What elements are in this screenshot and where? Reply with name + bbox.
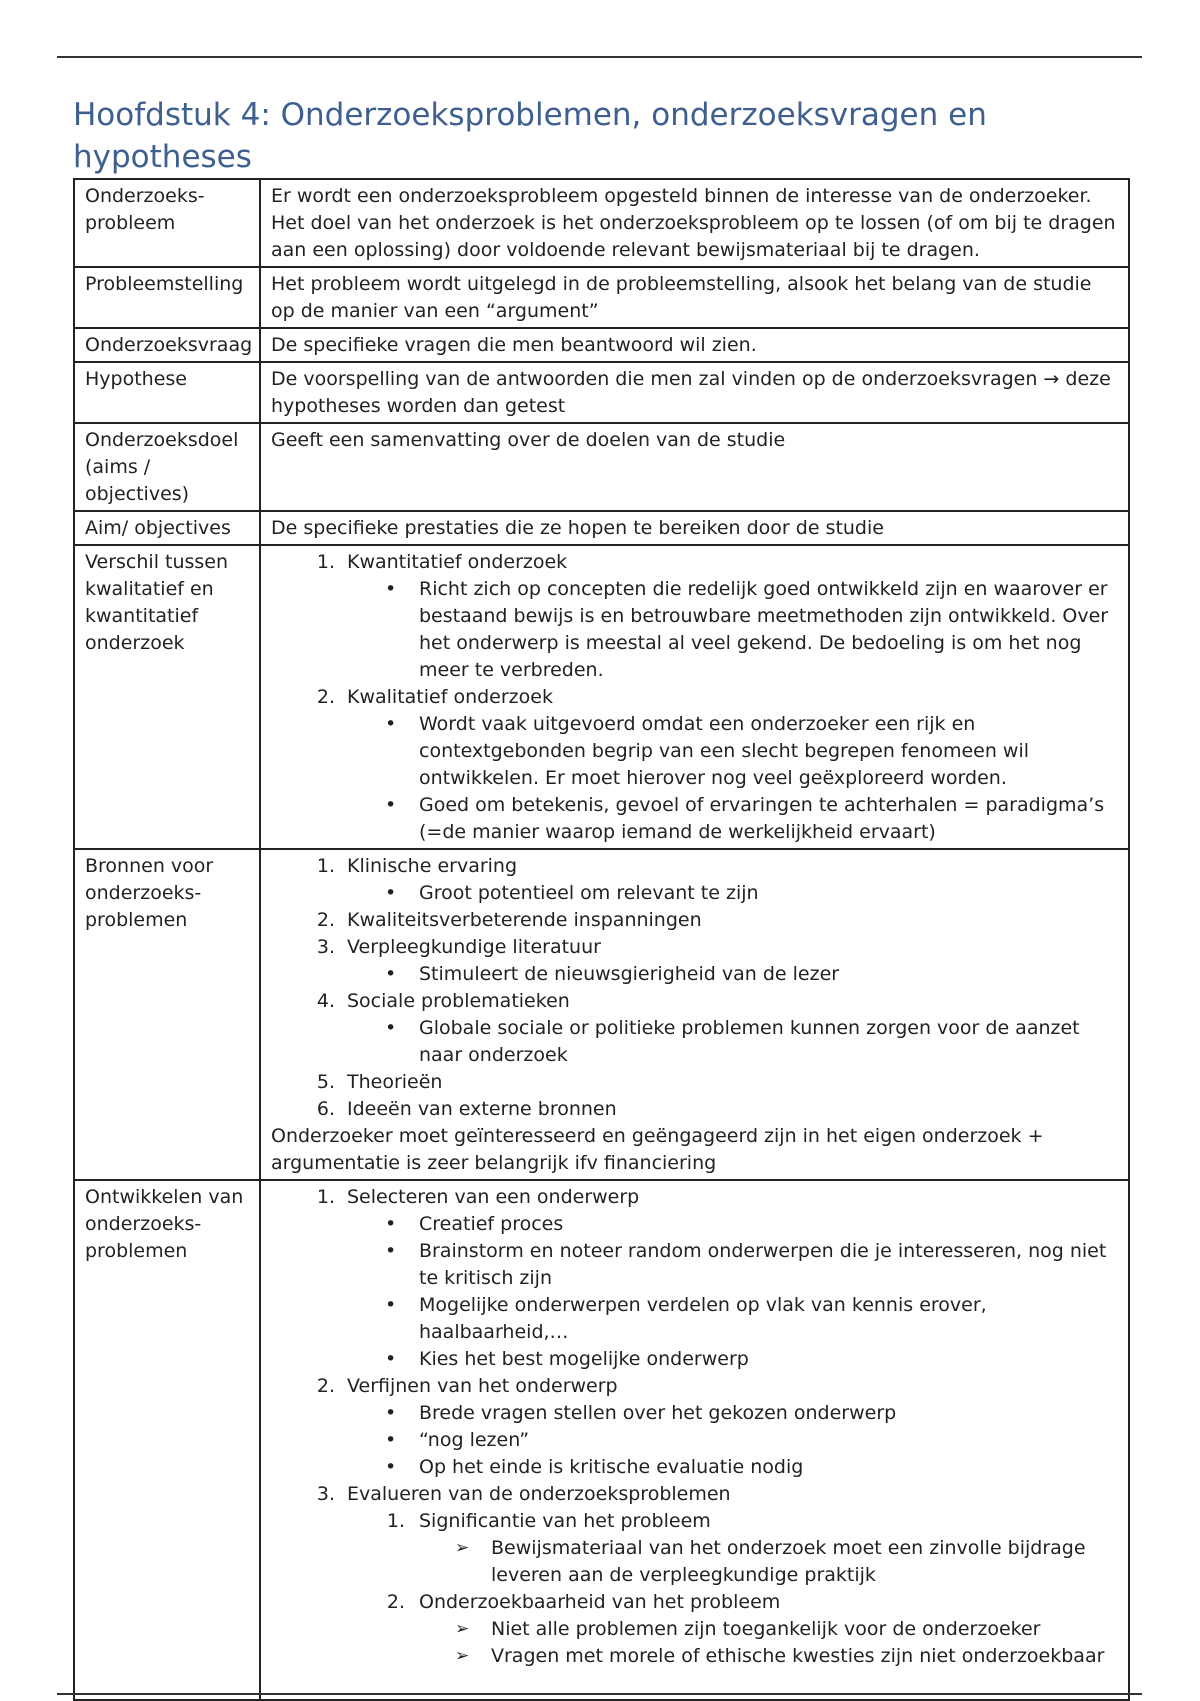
table-row	[74, 423, 1129, 511]
list-number: 1.	[386, 1510, 405, 1532]
bullet-list	[347, 1400, 1119, 1481]
list-item	[309, 549, 1119, 684]
list-item-label: Selecteren van een onderwerp	[347, 1186, 640, 1208]
definition-cell: Er wordt een onderzoeksprobleem opgesteld binnen de interesse van de onderzoeker. Het doel van het onderzoek is het onderzoeksprobleem op te lossen (of om bij te dragen aan een oplossing) door voldoende relevant bewijsmateriaal bij te dragen.	[260, 179, 1129, 267]
list-item-label: Verfijnen van het onderwerp	[347, 1375, 618, 1397]
arrow-list	[419, 1535, 1119, 1589]
definitions-table	[73, 178, 1130, 1701]
list-item	[309, 934, 1119, 988]
list-number: 5.	[316, 1071, 335, 1093]
term-cell: Ontwikkelen van onderzoeks- problemen	[74, 1180, 260, 1700]
list-item-label: Sociale problematieken	[347, 990, 570, 1012]
bullet-item: • Mogelijke onderwerpen verdelen op vlak van kennis erover, haalbaarheid,…	[383, 1292, 1119, 1346]
term-cell: Onderzoeksdoel (aims / objectives)	[74, 423, 260, 511]
list-item-label: Kwantitatief onderzoek	[347, 551, 568, 573]
bullet-item: • Globale sociale or politieke problemen kunnen zorgen voor de aanzet naar onderzoek	[383, 1015, 1119, 1069]
list-number: 6.	[316, 1098, 335, 1120]
term-cell: Onderzoeks- probleem	[74, 179, 260, 267]
bullet-item: • Op het einde is kritische evaluatie nodig	[383, 1454, 1119, 1481]
list-number: 1.	[316, 855, 335, 877]
bullet-item: • Kies het best mogelijke onderwerp	[383, 1346, 1119, 1373]
term-cell: Verschil tussen kwalitatief en kwantitatief onderzoek	[74, 545, 260, 849]
list-item	[309, 853, 1119, 907]
list-item-label: Significantie van het probleem	[419, 1510, 711, 1532]
list-item-label: Theorieën	[347, 1071, 443, 1093]
list-number: 4.	[316, 990, 335, 1012]
table-row	[74, 545, 1129, 849]
definition-cell: Geeft een samenvatting over de doelen van de studie	[260, 423, 1129, 511]
definition-cell	[260, 849, 1129, 1180]
list-item	[309, 1184, 1119, 1373]
bullet-item: • Wordt vaak uitgevoerd omdat een onderzoeker een rijk en contextgebonden begrip van een slecht begrepen fenomeen wil ontwikkelen. Er moet hierover nog veel geëxploreerd worden.	[383, 711, 1119, 792]
list-number: 3.	[316, 936, 335, 958]
definition-cell: De specifieke vragen die men beantwoord wil zien.	[260, 328, 1129, 362]
bullet-item: • Richt zich op concepten die redelijk goed ontwikkeld zijn en waarover er bestaand bewijs is en betrouwbare meetmethoden zijn ontwikkeld. Over het onderwerp is meestal al veel gekend. De bedoeling is om het nog meer te verbreden.	[383, 576, 1119, 684]
sub-numbered-list	[347, 1508, 1119, 1670]
table-row	[74, 267, 1129, 328]
list-number: 2.	[386, 1591, 405, 1613]
sub-list-item	[383, 1589, 1119, 1670]
page-bottom-rule	[57, 1693, 1142, 1695]
list-item-label: Klinische ervaring	[347, 855, 518, 877]
list-number: 2.	[316, 1375, 335, 1397]
note-paragraph: Onderzoeker moet geïnteresseerd en geëngageerd zijn in het eigen onderzoek + argumentatie is zeer belangrijk ifv financiering	[271, 1125, 1044, 1174]
table-row	[74, 849, 1129, 1180]
table-row	[74, 362, 1129, 423]
list-item	[309, 684, 1119, 846]
term-cell: Aim/ objectives	[74, 511, 260, 545]
list-item	[309, 1481, 1119, 1670]
bullet-list	[347, 961, 1119, 988]
list-item-label: Evalueren van de onderzoeksproblemen	[347, 1483, 731, 1505]
term-cell: Onderzoeksvraag	[74, 328, 260, 362]
arrow-item: ➢ Niet alle problemen zijn toegankelijk voor de onderzoeker	[455, 1616, 1119, 1643]
list-item-label: Ideeën van externe bronnen	[347, 1098, 617, 1120]
bullet-list	[347, 711, 1119, 846]
list-number: 2.	[316, 686, 335, 708]
list-item-label: Verpleegkundige literatuur	[347, 936, 601, 958]
bullet-item: • Brede vragen stellen over het gekozen onderwerp	[383, 1400, 1119, 1427]
term-cell: Probleemstelling	[74, 267, 260, 328]
arrow-item: ➢ Vragen met morele of ethische kwesties zijn niet onderzoekbaar	[455, 1643, 1119, 1670]
definition-cell	[260, 1180, 1129, 1700]
bullet-item: • Groot potentieel om relevant te zijn	[383, 880, 1119, 907]
bullet-item: • Goed om betekenis, gevoel of ervaringen te achterhalen = paradigma’s (=de manier waarop iemand de werkelijkheid ervaart)	[383, 792, 1119, 846]
chapter-heading: Hoofdstuk 4: Onderzoeksproblemen, onderzoeksvragen en hypotheses	[73, 97, 987, 175]
table-row	[74, 328, 1129, 362]
sub-list-item	[383, 1508, 1119, 1589]
list-number: 1.	[316, 1186, 335, 1208]
table-row	[74, 511, 1129, 545]
bullet-list	[347, 576, 1119, 684]
bullet-list	[347, 1015, 1119, 1069]
list-item-label: Kwaliteitsverbeterende inspanningen	[347, 909, 702, 931]
bullet-list	[347, 1211, 1119, 1373]
bullet-item: • Brainstorm en noteer random onderwerpen die je interesseren, nog niet te kritisch zijn	[383, 1238, 1119, 1292]
list-number: 2.	[316, 909, 335, 931]
table-row	[74, 1180, 1129, 1700]
numbered-list	[271, 1184, 1119, 1670]
bullet-item: • Stimuleert de nieuwsgierigheid van de lezer	[383, 961, 1119, 988]
bullet-list	[347, 880, 1119, 907]
definition-cell: De specifieke prestaties die ze hopen te bereiken door de studie	[260, 511, 1129, 545]
list-item	[309, 1069, 1119, 1096]
list-item	[309, 1373, 1119, 1481]
list-item-label: Kwalitatief onderzoek	[347, 686, 553, 708]
bullet-item: • Creatief proces	[383, 1211, 1119, 1238]
arrow-item: ➢ Bewijsmateriaal van het onderzoek moet een zinvolle bijdrage leveren aan de verpleegkundige praktijk	[455, 1535, 1119, 1589]
definition-cell: De voorspelling van de antwoorden die men zal vinden op de onderzoeksvragen → deze hypotheses worden dan getest	[260, 362, 1129, 423]
list-number: 3.	[316, 1483, 335, 1505]
numbered-list	[271, 853, 1119, 1123]
term-cell: Hypothese	[74, 362, 260, 423]
definition-cell	[260, 545, 1129, 849]
list-item	[309, 988, 1119, 1069]
page-top-rule	[57, 56, 1142, 58]
definition-cell: Het probleem wordt uitgelegd in de probleemstelling, alsook het belang van de studie op de manier van een “argument”	[260, 267, 1129, 328]
list-number: 1.	[316, 551, 335, 573]
list-item-label: Onderzoekbaarheid van het probleem	[419, 1591, 781, 1613]
numbered-list	[271, 549, 1119, 846]
list-item	[309, 907, 1119, 934]
term-cell: Bronnen voor onderzoeks- problemen	[74, 849, 260, 1180]
arrow-list	[419, 1616, 1119, 1670]
list-item	[309, 1096, 1119, 1123]
table-row	[74, 179, 1129, 267]
bullet-item: • “nog lezen”	[383, 1427, 1119, 1454]
